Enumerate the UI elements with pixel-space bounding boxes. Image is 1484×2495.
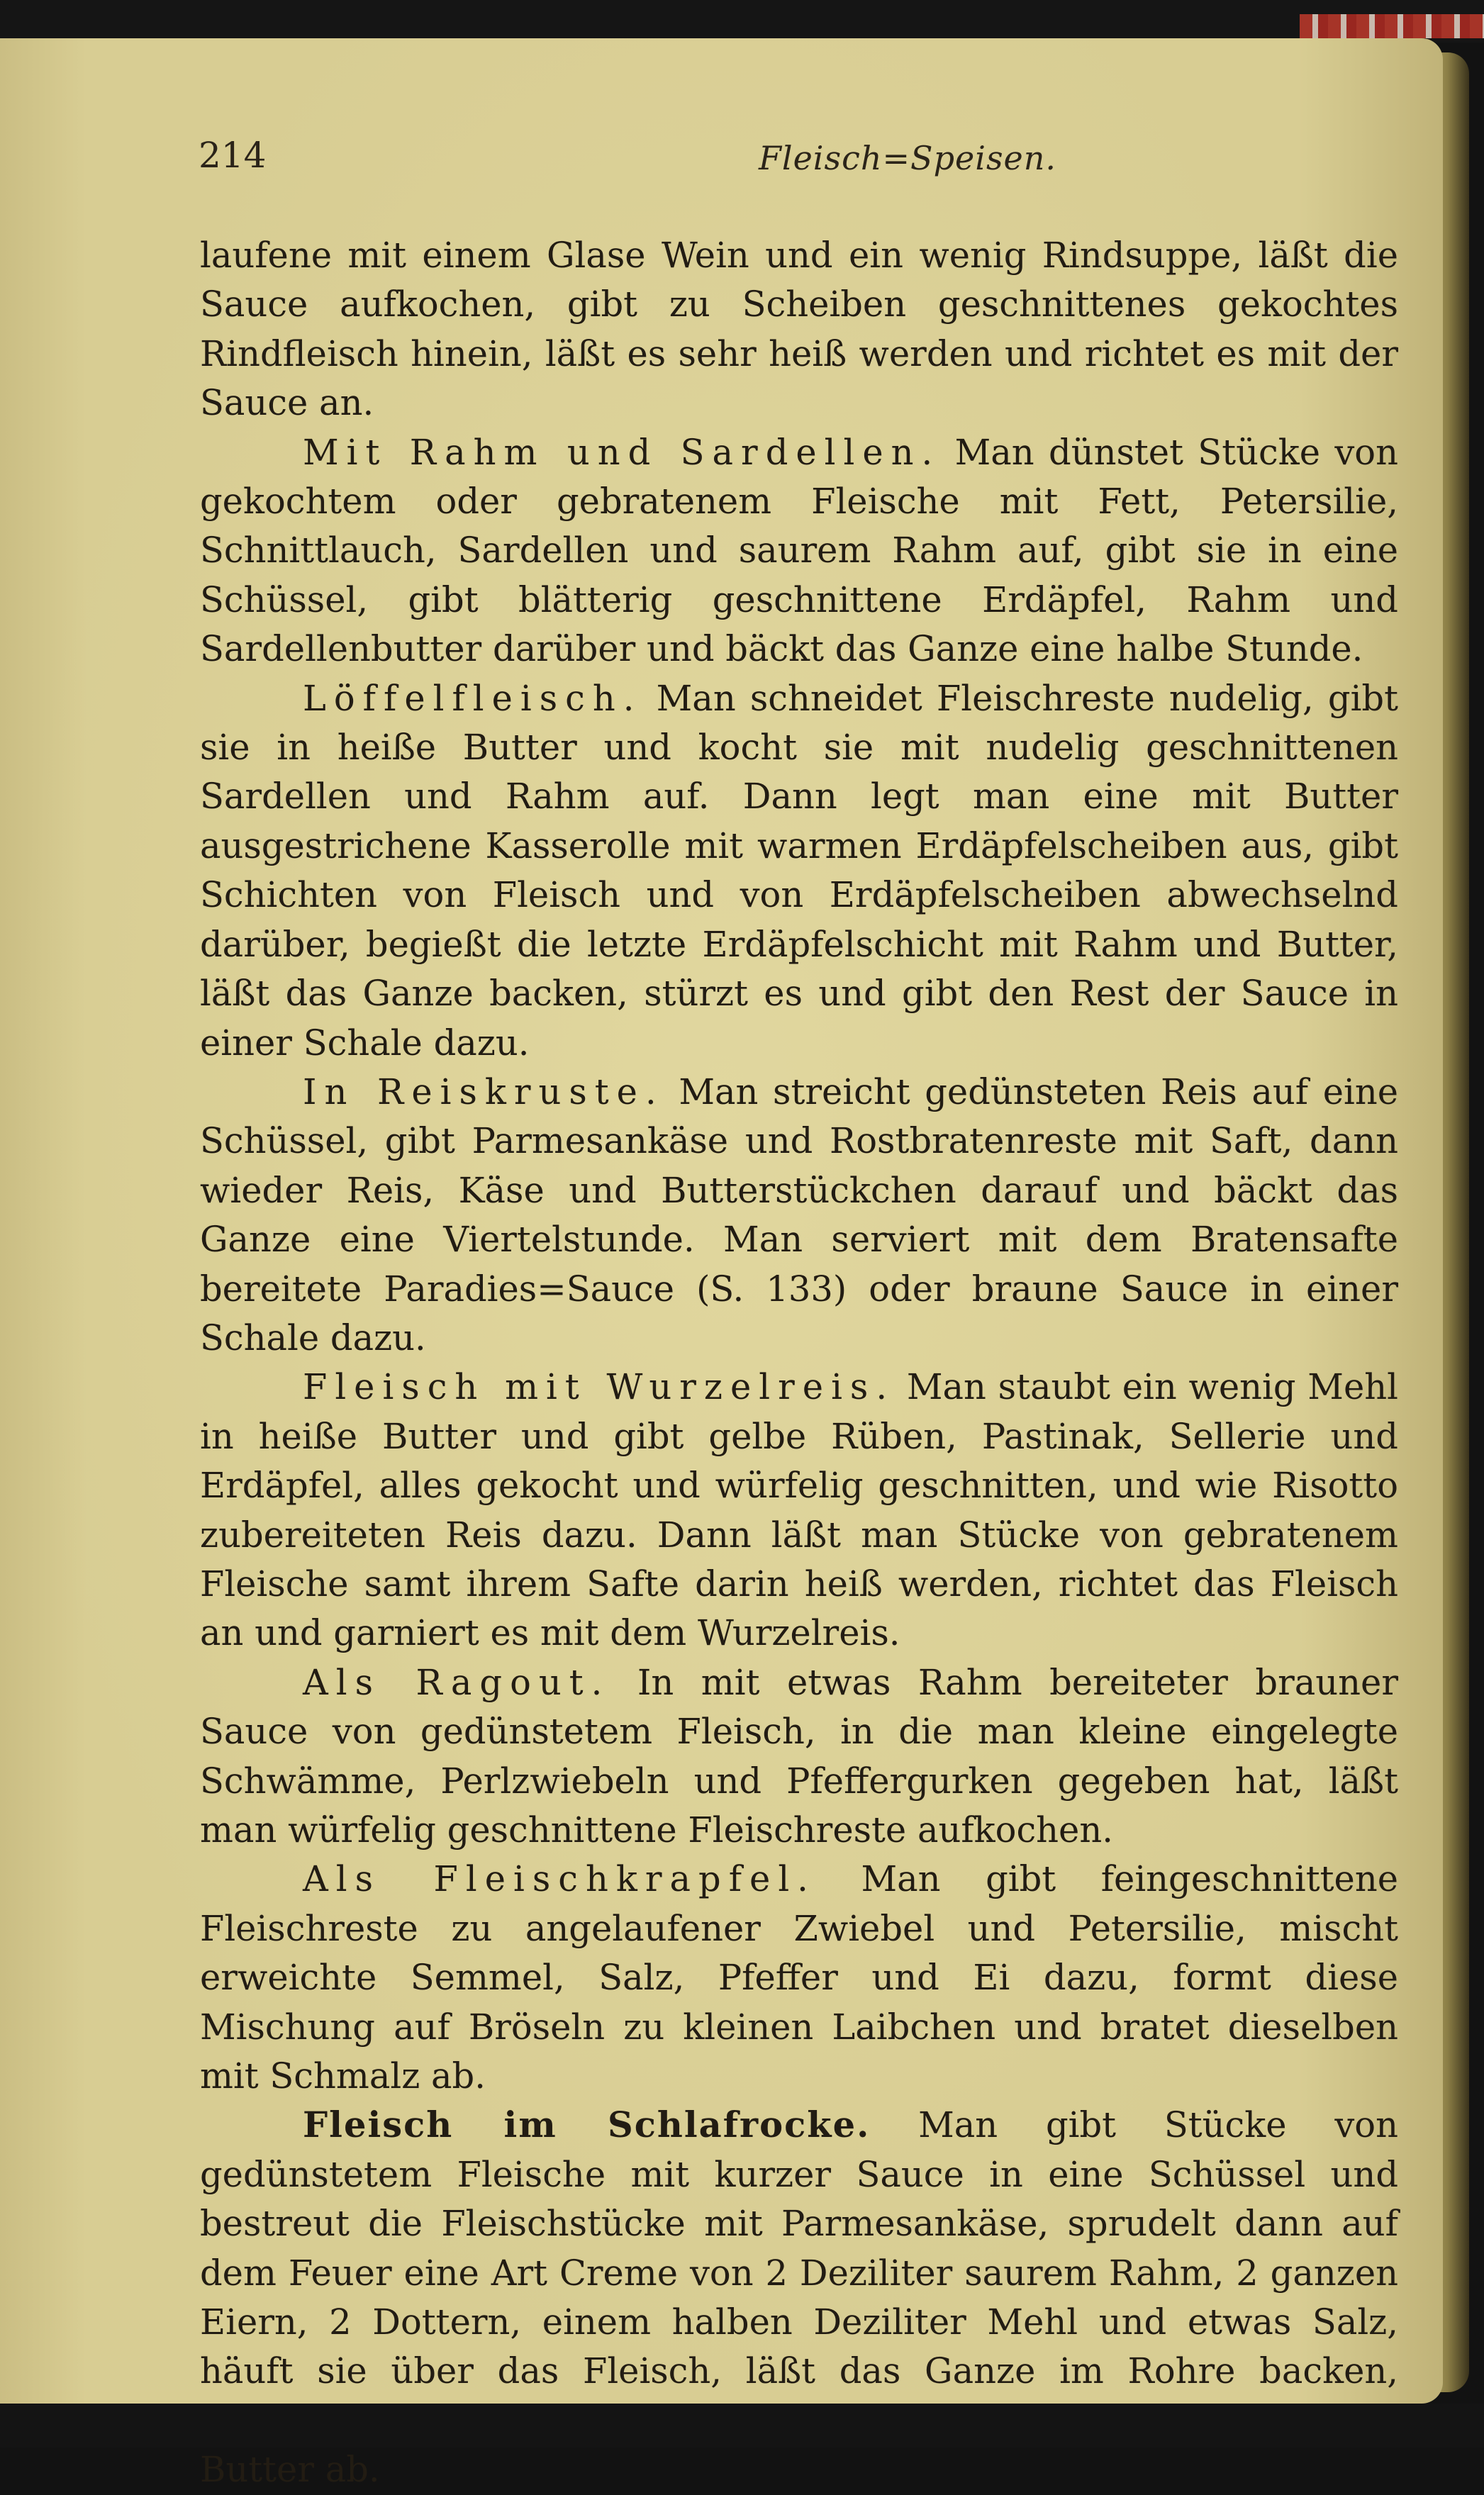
recipe-title: Fleisch mit Wurzelreis. [303,1366,896,1408]
recipe-text: Man staubt ein wenig Mehl in heiße Butter und gibt gelbe Rüben, Pastinak, Sellerie und Erdäpfel, alles gekocht und würfelig geschnitten, und wie Risotto zubereiteten Reis dazu. Dann läßt man Stücke von gebratenem Fleische samt ihrem Safte darin heiß werden, richtet das Fleisch an und garniert es mit dem Wurzelreis. [200,1366,1399,1654]
page-header [199,135,1404,184]
recipe-text: Man gibt feingeschnittene Fleischreste zu angelaufener Zwiebel und Petersilie, mischt erweichte Semmel, Salz, Pfeffer und Ei dazu, formt diese Mischung auf Bröseln zu kleinen Laibchen und bratet dieselben mit Schmalz ab. [200,1858,1399,2097]
recipe-fleisch-mit-wurzelreis [200,1363,1398,1658]
scanner-top-edge [0,0,1484,43]
recipe-als-ragout [200,1658,1398,1855]
recipe-title: In Reiskruste. [303,1071,664,1112]
recipe-text: Man gibt Stücke von gedünstetem Fleische mit kurzer Sauce in eine Schüssel und bestreut die Fleischstücke mit Parmesankäse, sprudelt dann auf dem Feuer eine Art Creme von 2 Deziliter saurem Rahm, 2 ganzen Eiern, 2 Dottern, einem halben Deziliter Mehl und etwas Salz, häuft sie über das Fleisch, läßt das Ganze im Rohre backen, Butter ab. [200,2104,1398,2491]
recipe-text: Man streicht gedünsteten Reis auf eine Schüssel, gibt Parmesankäse und Rostbratenreste mit Saft, dann wieder Reis, Käse und Butterstückchen darauf und bäckt das Ganze eine Viertelstunde. Man serviert mit dem Bratensafte bereitete Paradies=Sauce (S. 133) oder braune Sauce in einer Schale dazu. [200,1071,1399,1358]
running-head: Fleisch=Speisen. [758,139,1057,177]
scanner-bottom-edge [0,2404,1484,2447]
recipe-text: In mit etwas Rahm bereiteter brauner Sauce von gedünstetem Fleisch, in die man kleine eingelegte Schwämme, Perlzwiebeln und Pfeffergurken gegeben hat, läßt man würfelig geschnittene Fleischreste aufkochen. [200,1661,1398,1851]
paragraph-text: laufene mit einem Glase Wein und ein wenig Rindsuppe, läßt die Sauce aufkochen, gibt zu Scheiben geschnittenes gekochtes Rindfleisch hinein, läßt es sehr heiß werden und richtet es mit der Sauce an. [200,235,1398,424]
recipe-title: Mit Rahm und Sardellen. [303,431,941,473]
recipe-in-reiskruste [200,1068,1398,1363]
bookmark-ribbon [1300,14,1484,38]
recipe-loeffelfleisch [200,674,1398,1068]
recipe-title: Als Ragout. [303,1661,610,1703]
page-number: 214 [199,135,267,176]
recipe-mit-rahm-und-sardellen [200,428,1398,674]
recipe-title-bold: Fleisch im Schlafrocke. [303,2104,871,2146]
recipe-text: Man schneidet Fleischreste nudelig, gibt sie in heiße Butter und kocht sie mit nudelig geschnittenen Sardellen und Rahm auf. Dann legt man eine mit Butter ausgestrichene Kasserolle mit warmen Erdäpfelscheiben aus, gibt Schichten von Fleisch und von Erdäpfelscheiben abwechselnd darüber, begießt die letzte Erdäpfelschicht mit Rahm und Butter, läßt das Ganze backen, stürzt es und gibt den Rest der Sauce in einer Schale dazu. [200,677,1398,1064]
recipe-title: Löffelfleisch. [303,677,642,719]
recipe-als-fleischkrapfel [200,1855,1398,2101]
recipe-text: Man dünstet Stücke von gekochtem oder gebratenem Fleische mit Fett, Petersilie, Schnittlauch, Sardellen und saurem Rahm auf, gibt sie in eine Schüssel, gibt blätterig geschnittene Erdäpfel, Rahm und Sardellenbutter darüber und bäckt das Ganze eine halbe Stunde. [200,431,1398,670]
recipe-title: Als Fleischkrapfel. [303,1858,816,1900]
page-body [200,231,1398,2495]
paragraph-continuation [200,231,1398,428]
